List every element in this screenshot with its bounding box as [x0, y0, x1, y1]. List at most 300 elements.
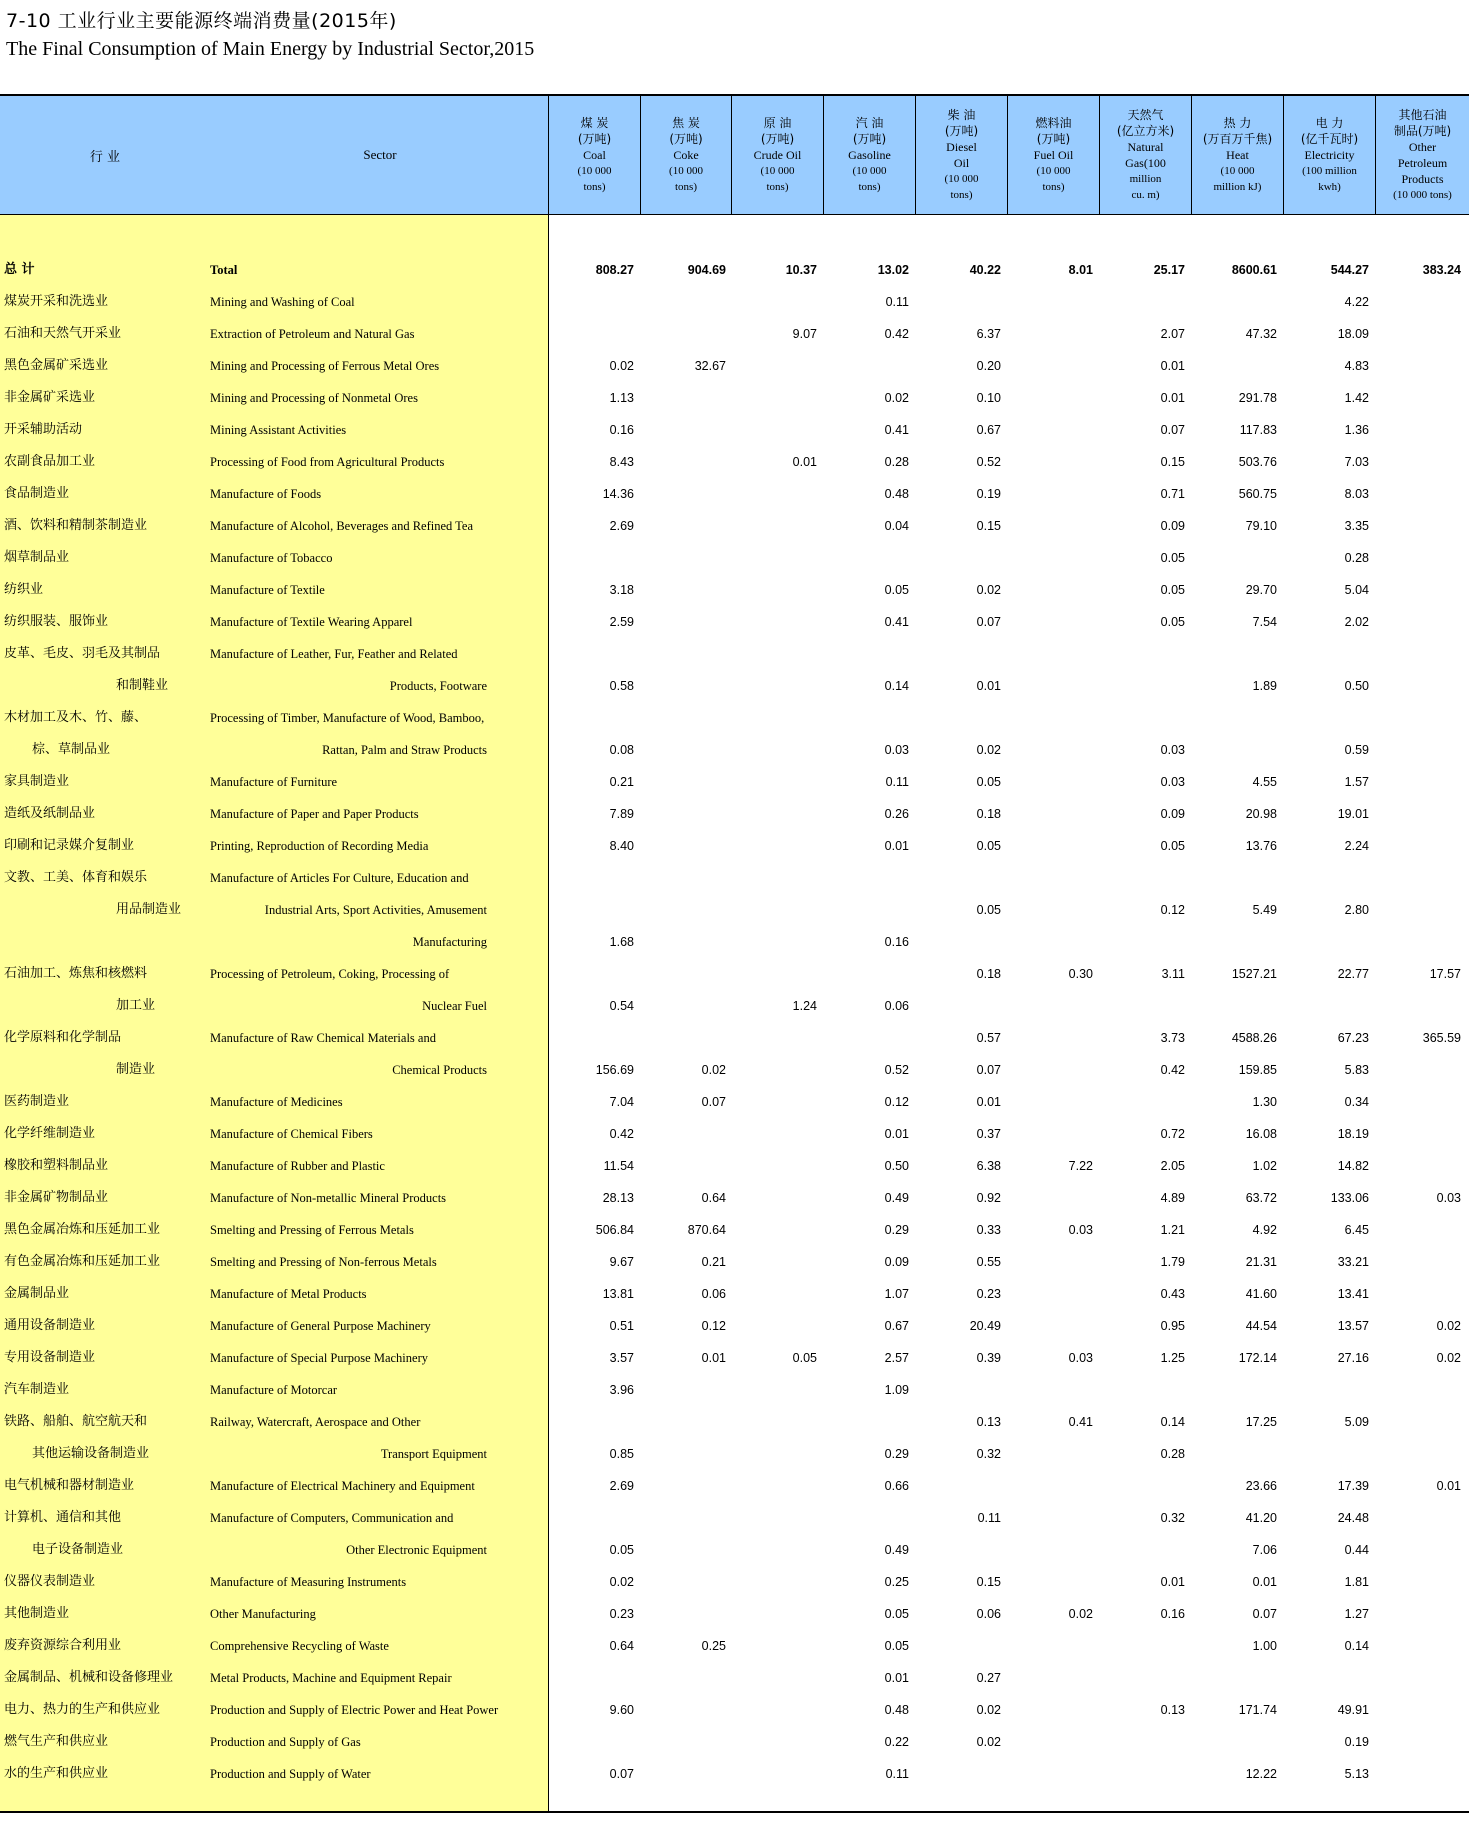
- row-value: 383.24: [1422, 263, 1461, 277]
- row-value: 0.44: [1344, 1543, 1369, 1557]
- table-title-en: The Final Consumption of Main Energy by Industrial Sector,2015: [6, 38, 535, 60]
- row-value: 7.54: [1252, 615, 1277, 629]
- row-value: 0.21: [609, 775, 634, 789]
- row-value: 9.60: [609, 1703, 634, 1717]
- header-col-1: [640, 96, 731, 214]
- row-value: 9.67: [609, 1255, 634, 1269]
- row-value: 0.05: [976, 839, 1001, 853]
- row-value: 0.42: [884, 327, 909, 341]
- row-sector-en: Manufacture of Leather, Fur, Feather and Related: [210, 647, 458, 661]
- row-value: 1.81: [1344, 1575, 1369, 1589]
- row-value: 0.04: [884, 519, 909, 533]
- row-value: 0.02: [976, 743, 1001, 757]
- row-value: 14.36: [602, 487, 634, 501]
- row-value: 0.03: [884, 743, 909, 757]
- row-value: 1.68: [609, 935, 634, 949]
- row-value: 17.57: [1429, 967, 1461, 981]
- row-value: 22.77: [1337, 967, 1369, 981]
- row-value: 3.11: [1161, 967, 1185, 981]
- table-row: [0, 1726, 1469, 1758]
- table-row: [0, 1758, 1469, 1790]
- row-value: 0.92: [976, 1191, 1001, 1205]
- row-value: 14.82: [1337, 1159, 1369, 1173]
- row-value: 0.01: [1436, 1479, 1461, 1493]
- table-row: [0, 318, 1469, 350]
- row-value: 4.92: [1252, 1223, 1277, 1237]
- row-value: 0.05: [1160, 551, 1185, 565]
- row-value: 7.04: [609, 1095, 634, 1109]
- row-value: 0.19: [976, 487, 1001, 501]
- row-value: 0.28: [1344, 551, 1369, 565]
- row-sector-cn: 计算机、通信和其他: [4, 1510, 122, 1525]
- row-sector-en: Comprehensive Recycling of Waste: [210, 1639, 389, 1653]
- row-sector-en: Manufacture of Motorcar: [210, 1383, 338, 1397]
- table-body: [0, 254, 1469, 1790]
- table-row: [0, 958, 1469, 990]
- header-col-8: [1283, 96, 1375, 214]
- row-value: 171.74: [1238, 1703, 1277, 1717]
- table-row: [0, 1150, 1469, 1182]
- row-value: 0.07: [609, 1767, 634, 1781]
- row-value: 0.48: [884, 487, 909, 501]
- row-value: 133.06: [1330, 1191, 1369, 1205]
- row-value: 0.11: [885, 295, 909, 309]
- table-row: [0, 254, 1469, 286]
- row-value: 28.13: [602, 1191, 634, 1205]
- row-value: 0.51: [609, 1319, 634, 1333]
- row-sector-cn: 食品制造业: [4, 486, 70, 501]
- row-value: 17.25: [1245, 1415, 1277, 1429]
- row-value: 0.12: [1160, 903, 1185, 917]
- table-row: [0, 1406, 1469, 1438]
- row-value: 0.08: [609, 743, 634, 757]
- row-sector-cn: 有色金属冶炼和压延加工业: [4, 1254, 161, 1269]
- row-sector-en: Printing, Reproduction of Recording Media: [210, 839, 429, 853]
- row-value: 0.15: [976, 519, 1001, 533]
- row-value: 8.40: [609, 839, 634, 853]
- row-sector-en: Mining and Processing of Nonmetal Ores: [210, 391, 418, 405]
- row-value: 47.32: [1245, 327, 1277, 341]
- table-row: [0, 1342, 1469, 1374]
- row-value: 27.16: [1337, 1351, 1369, 1365]
- row-value: 0.02: [976, 1703, 1001, 1717]
- header-col-cn: 燃料油 (万吨): [1035, 116, 1072, 146]
- row-sector-en: Processing of Food from Agricultural Products: [210, 455, 445, 469]
- row-sector-en: Production and Supply of Electric Power and Heat Power: [210, 1703, 499, 1717]
- row-sector-cn: 纺织业: [4, 582, 44, 597]
- row-value: 4.55: [1252, 775, 1277, 789]
- row-value: 16.08: [1245, 1127, 1277, 1141]
- row-value: 808.27: [595, 263, 634, 277]
- table-row: [0, 542, 1469, 574]
- table-row: [0, 1214, 1469, 1246]
- row-value: 29.70: [1245, 583, 1277, 597]
- row-value: 0.52: [976, 455, 1001, 469]
- table-row: [0, 1438, 1469, 1470]
- row-sector-cn: 文教、工美、体育和娱乐: [4, 870, 148, 885]
- table-row: [0, 926, 1469, 958]
- row-value: 8.03: [1344, 487, 1369, 501]
- row-value: 32.67: [694, 359, 726, 373]
- row-value: 1.42: [1344, 391, 1369, 405]
- table-row: [0, 894, 1469, 926]
- header-col-en: Gasoline: [848, 148, 891, 162]
- row-value: 0.34: [1344, 1095, 1369, 1109]
- row-value: 0.15: [1160, 455, 1185, 469]
- row-value: 0.05: [976, 903, 1001, 917]
- header-col-en: Fuel Oil: [1033, 148, 1074, 162]
- row-value: 13.76: [1245, 839, 1277, 853]
- row-value: 0.43: [1160, 1287, 1185, 1301]
- row-value: 9.07: [792, 327, 817, 341]
- row-value: 0.11: [885, 1767, 909, 1781]
- table-row: [0, 734, 1469, 766]
- row-value: 8.43: [609, 455, 634, 469]
- row-value: 79.10: [1245, 519, 1277, 533]
- row-value: 3.57: [609, 1351, 634, 1365]
- row-value: 40.22: [969, 263, 1001, 277]
- row-sector-cn: 水的生产和供应业: [4, 1766, 109, 1781]
- row-value: 0.01: [1160, 1575, 1185, 1589]
- row-value: 4.22: [1344, 295, 1369, 309]
- row-sector-cn: 用品制造业: [116, 902, 182, 917]
- row-value: 13.41: [1337, 1287, 1369, 1301]
- row-value: 0.01: [1160, 391, 1185, 405]
- row-sector-en: Products, Footware: [389, 679, 487, 693]
- row-sector-cn: 金属制品业: [4, 1286, 70, 1301]
- table-row: [0, 1118, 1469, 1150]
- row-sector-cn: 煤炭开采和洗选业: [4, 294, 109, 309]
- row-value: 0.14: [1160, 1415, 1185, 1429]
- row-value: 0.09: [1160, 519, 1185, 533]
- row-value: 1.07: [884, 1287, 909, 1301]
- row-sector-en: Total: [210, 263, 238, 277]
- row-value: 0.02: [884, 391, 909, 405]
- table-row: [0, 382, 1469, 414]
- row-value: 7.06: [1252, 1543, 1277, 1557]
- row-value: 0.66: [884, 1479, 909, 1493]
- row-sector-en: Manufacture of Computers, Communication and: [210, 1511, 454, 1525]
- row-value: 0.32: [976, 1447, 1001, 1461]
- row-sector-cn: 和制鞋业: [116, 678, 169, 693]
- row-value: 0.71: [1160, 487, 1185, 501]
- table-row: [0, 798, 1469, 830]
- row-value: 0.05: [976, 775, 1001, 789]
- row-value: 0.37: [976, 1127, 1001, 1141]
- header-col-en: Other Petroleum Products: [1397, 140, 1448, 186]
- row-value: 0.54: [609, 999, 634, 1013]
- row-sector-cn: 棕、草制品业: [32, 742, 111, 757]
- header-col-9: [1375, 96, 1469, 214]
- row-sector-en: Manufacture of Special Purpose Machinery: [210, 1351, 428, 1365]
- table-row: [0, 1470, 1469, 1502]
- row-value: 172.14: [1238, 1351, 1277, 1365]
- row-value: 2.59: [609, 615, 634, 629]
- row-value: 13.81: [602, 1287, 634, 1301]
- row-value: 0.10: [976, 391, 1001, 405]
- row-sector-en: Manufacture of Medicines: [210, 1095, 343, 1109]
- row-value: 44.54: [1245, 1319, 1277, 1333]
- row-value: 0.50: [884, 1159, 909, 1173]
- header-col-unit: (10 000 tons): [577, 165, 612, 193]
- row-sector-cn: 化学纤维制造业: [4, 1126, 96, 1141]
- header-col-cn: 焦 炭 (万吨): [669, 116, 703, 146]
- header-col-6: [1099, 96, 1191, 214]
- row-value: 0.67: [976, 423, 1001, 437]
- row-value: 0.20: [976, 359, 1001, 373]
- row-sector-cn: 橡胶和塑料制品业: [4, 1158, 109, 1173]
- table-row: [0, 1310, 1469, 1342]
- row-sector-cn: 酒、饮料和精制茶制造业: [4, 518, 148, 533]
- row-sector-en: Processing of Timber, Manufacture of Wood, Bamboo,: [210, 711, 485, 725]
- data-table: [0, 94, 1469, 1813]
- row-sector-en: Manufacture of Furniture: [210, 775, 338, 789]
- header-col-unit: (10 000 million kJ): [1213, 165, 1262, 193]
- table-row: [0, 510, 1469, 542]
- row-value: 291.78: [1238, 391, 1277, 405]
- row-value: 0.01: [1252, 1575, 1277, 1589]
- row-value: 0.01: [884, 1127, 909, 1141]
- row-value: 19.01: [1337, 807, 1369, 821]
- row-value: 0.64: [609, 1639, 634, 1653]
- row-value: 0.85: [609, 1447, 634, 1461]
- row-value: 0.25: [884, 1575, 909, 1589]
- row-value: 0.09: [884, 1255, 909, 1269]
- row-value: 8600.61: [1231, 263, 1277, 277]
- row-sector-cn: 纺织服装、服饰业: [4, 614, 109, 629]
- row-value: 0.49: [884, 1191, 909, 1205]
- row-value: 1.27: [1344, 1607, 1369, 1621]
- row-value: 17.39: [1337, 1479, 1369, 1493]
- row-sector-cn: 废弃资源综合利用业: [4, 1638, 122, 1653]
- table-row: [0, 1598, 1469, 1630]
- row-value: 1.24: [792, 999, 817, 1013]
- row-value: 11.54: [603, 1159, 634, 1173]
- row-value: 49.91: [1337, 1703, 1369, 1717]
- row-value: 0.49: [884, 1543, 909, 1557]
- row-sector-cn: 制造业: [116, 1062, 156, 1077]
- row-sector-en: Manufacture of Measuring Instruments: [210, 1575, 407, 1589]
- header-col-cn: 其他石油 制品(万吨): [1393, 108, 1452, 138]
- row-value: 1.30: [1252, 1095, 1277, 1109]
- header-col-unit: (10 000 tons): [1393, 189, 1452, 201]
- header-col-en: Coke: [673, 148, 699, 162]
- row-sector-en: Manufacture of Rubber and Plastic: [210, 1159, 385, 1173]
- row-value: 1.25: [1160, 1351, 1185, 1365]
- row-value: 0.28: [1160, 1447, 1185, 1461]
- row-sector-cn: 铁路、船舶、航空航天和: [4, 1414, 148, 1429]
- row-sector-en: Manufacture of Paper and Paper Products: [210, 807, 419, 821]
- row-value: 0.02: [701, 1063, 726, 1077]
- row-value: 5.49: [1252, 903, 1277, 917]
- row-value: 0.05: [609, 1543, 634, 1557]
- row-sector-cn: 燃气生产和供应业: [4, 1734, 109, 1749]
- row-value: 0.14: [1344, 1639, 1369, 1653]
- row-sector-cn: 医药制造业: [4, 1094, 70, 1109]
- row-value: 21.31: [1245, 1255, 1277, 1269]
- header-col-cn: 汽 油 (万吨): [852, 116, 887, 146]
- row-value: 2.07: [1160, 327, 1185, 341]
- header-col-unit: (100 million kwh): [1302, 165, 1357, 193]
- row-value: 20.98: [1245, 807, 1277, 821]
- row-sector-cn: 总 计: [4, 262, 35, 277]
- row-sector-en: Manufacture of Textile: [210, 583, 325, 597]
- header-col-3: [823, 96, 915, 214]
- row-sector-cn: 木材加工及木、竹、藤、: [4, 710, 148, 725]
- row-value: 544.27: [1330, 263, 1369, 277]
- row-sector-en: Manufacture of Metal Products: [210, 1287, 367, 1301]
- row-value: 0.05: [884, 1639, 909, 1653]
- row-value: 0.41: [884, 423, 909, 437]
- table-row: [0, 1534, 1469, 1566]
- row-sector-en: Production and Supply of Water: [210, 1767, 371, 1781]
- row-sector-en: Smelting and Pressing of Non-ferrous Metals: [210, 1255, 437, 1269]
- row-value: 0.21: [701, 1255, 726, 1269]
- row-value: 0.07: [976, 615, 1001, 629]
- header-col-en: Crude Oil: [753, 148, 802, 162]
- header-col-unit: (10 000 tons): [669, 165, 703, 193]
- row-value: 5.09: [1344, 1415, 1369, 1429]
- row-value: 3.96: [609, 1383, 634, 1397]
- row-value: 0.67: [884, 1319, 909, 1333]
- row-sector-cn: 黑色金属冶炼和压延加工业: [4, 1222, 161, 1237]
- row-sector-cn: 开采辅助活动: [4, 422, 83, 437]
- row-sector-cn: 化学原料和化学制品: [4, 1030, 122, 1045]
- row-sector-en: Production and Supply of Gas: [210, 1735, 361, 1749]
- row-value: 4588.26: [1231, 1031, 1277, 1045]
- row-sector-en: Mining Assistant Activities: [210, 423, 347, 437]
- row-sector-cn: 其他运输设备制造业: [32, 1446, 150, 1461]
- table-row: [0, 702, 1469, 734]
- row-value: 0.27: [976, 1671, 1001, 1685]
- row-value: 7.03: [1344, 455, 1369, 469]
- row-sector-cn: 黑色金属矿采选业: [4, 358, 109, 373]
- row-value: 18.09: [1337, 327, 1369, 341]
- row-value: 0.07: [1252, 1607, 1277, 1621]
- row-value: 0.02: [609, 1575, 634, 1589]
- table-row: [0, 1566, 1469, 1598]
- row-value: 1.02: [1252, 1159, 1277, 1173]
- row-value: 0.06: [884, 999, 909, 1013]
- row-sector-en: Manufacturing: [412, 935, 487, 949]
- table-row: [0, 1054, 1469, 1086]
- table-row: [0, 1694, 1469, 1726]
- row-sector-en: Manufacture of Raw Chemical Materials and: [210, 1031, 436, 1045]
- row-sector-en: Manufacture of Foods: [210, 487, 322, 501]
- row-sector-cn: 非金属矿物制品业: [4, 1190, 109, 1205]
- row-value: 0.14: [884, 679, 909, 693]
- row-value: 20.49: [969, 1319, 1001, 1333]
- row-value: 0.01: [792, 455, 817, 469]
- row-value: 0.03: [1068, 1351, 1093, 1365]
- row-value: 0.39: [976, 1351, 1001, 1365]
- row-value: 0.59: [1344, 743, 1369, 757]
- row-value: 0.02: [609, 359, 634, 373]
- row-value: 0.58: [609, 679, 634, 693]
- row-sector-en: Manufacture of Tobacco: [210, 551, 333, 565]
- row-value: 0.07: [701, 1095, 726, 1109]
- row-value: 5.04: [1344, 583, 1369, 597]
- row-value: 1.89: [1252, 679, 1277, 693]
- row-sector-en: Processing of Petroleum, Coking, Processing of: [210, 967, 450, 981]
- row-value: 2.69: [609, 519, 634, 533]
- table-row: [0, 990, 1469, 1022]
- row-value: 0.13: [1160, 1703, 1185, 1717]
- header-col-en: Electricity: [1304, 148, 1355, 162]
- row-sector-cn: 皮革、毛皮、羽毛及其制品: [4, 646, 161, 661]
- header-col-unit: (10 000 tons): [852, 165, 887, 193]
- row-sector-en: Manufacture of Electrical Machinery and Equipment: [210, 1479, 475, 1493]
- row-value: 0.02: [1436, 1319, 1461, 1333]
- row-value: 0.01: [701, 1351, 726, 1365]
- table-row: [0, 606, 1469, 638]
- row-value: 0.02: [976, 1735, 1001, 1749]
- row-value: 117.83: [1239, 423, 1277, 437]
- row-sector-en: Railway, Watercraft, Aerospace and Other: [210, 1415, 421, 1429]
- table-row: [0, 478, 1469, 510]
- table-row: [0, 1374, 1469, 1406]
- row-value: 156.69: [595, 1063, 634, 1077]
- row-sector-cn: 专用设备制造业: [4, 1350, 96, 1365]
- row-value: 2.05: [1160, 1159, 1185, 1173]
- header-col-5: [1007, 96, 1099, 214]
- table-row: [0, 446, 1469, 478]
- row-sector-cn: 加工业: [116, 998, 156, 1013]
- row-value: 0.13: [976, 1415, 1001, 1429]
- row-value: 0.29: [884, 1223, 909, 1237]
- row-value: 3.73: [1160, 1031, 1185, 1045]
- row-value: 24.48: [1337, 1511, 1369, 1525]
- row-sector-cn: 石油加工、炼焦和核燃料: [4, 966, 148, 981]
- row-value: 506.84: [595, 1223, 634, 1237]
- row-sector-en: Manufacture of Chemical Fibers: [210, 1127, 373, 1141]
- header-col-unit: million cu. m): [1129, 173, 1162, 201]
- row-value: 0.30: [1068, 967, 1093, 981]
- row-value: 3.35: [1344, 519, 1369, 533]
- table-row: [0, 414, 1469, 446]
- row-value: 0.57: [976, 1031, 1001, 1045]
- header-col-en: Coal: [583, 148, 606, 162]
- row-value: 25.17: [1153, 263, 1185, 277]
- table-row: [0, 1630, 1469, 1662]
- row-sector-en: Nuclear Fuel: [422, 999, 487, 1013]
- row-sector-cn: 电力、热力的生产和供应业: [4, 1702, 161, 1717]
- row-value: 0.16: [1160, 1607, 1185, 1621]
- header-sector-en: Sector: [363, 147, 397, 162]
- row-value: 0.02: [1068, 1607, 1093, 1621]
- row-sector-en: Chemical Products: [392, 1063, 487, 1077]
- row-value: 7.89: [609, 807, 634, 821]
- table-row: [0, 350, 1469, 382]
- row-value: 0.07: [1160, 423, 1185, 437]
- table-row: [0, 670, 1469, 702]
- table-row: [0, 638, 1469, 670]
- header-col-unit: (10 000 tons): [760, 165, 795, 193]
- row-value: 0.41: [884, 615, 909, 629]
- row-value: 2.02: [1344, 615, 1369, 629]
- row-value: 0.03: [1068, 1223, 1093, 1237]
- row-sector-en: Manufacture of Articles For Culture, Education and: [210, 871, 469, 885]
- row-value: 2.80: [1344, 903, 1369, 917]
- row-value: 5.13: [1344, 1767, 1369, 1781]
- table-row: [0, 830, 1469, 862]
- row-value: 6.45: [1344, 1223, 1369, 1237]
- header-col-cn: 天然气 (亿立方米): [1116, 108, 1175, 138]
- row-value: 6.38: [976, 1159, 1001, 1173]
- row-value: 0.05: [792, 1351, 817, 1365]
- row-value: 0.03: [1436, 1191, 1461, 1205]
- row-sector-cn: 非金属矿采选业: [4, 390, 96, 405]
